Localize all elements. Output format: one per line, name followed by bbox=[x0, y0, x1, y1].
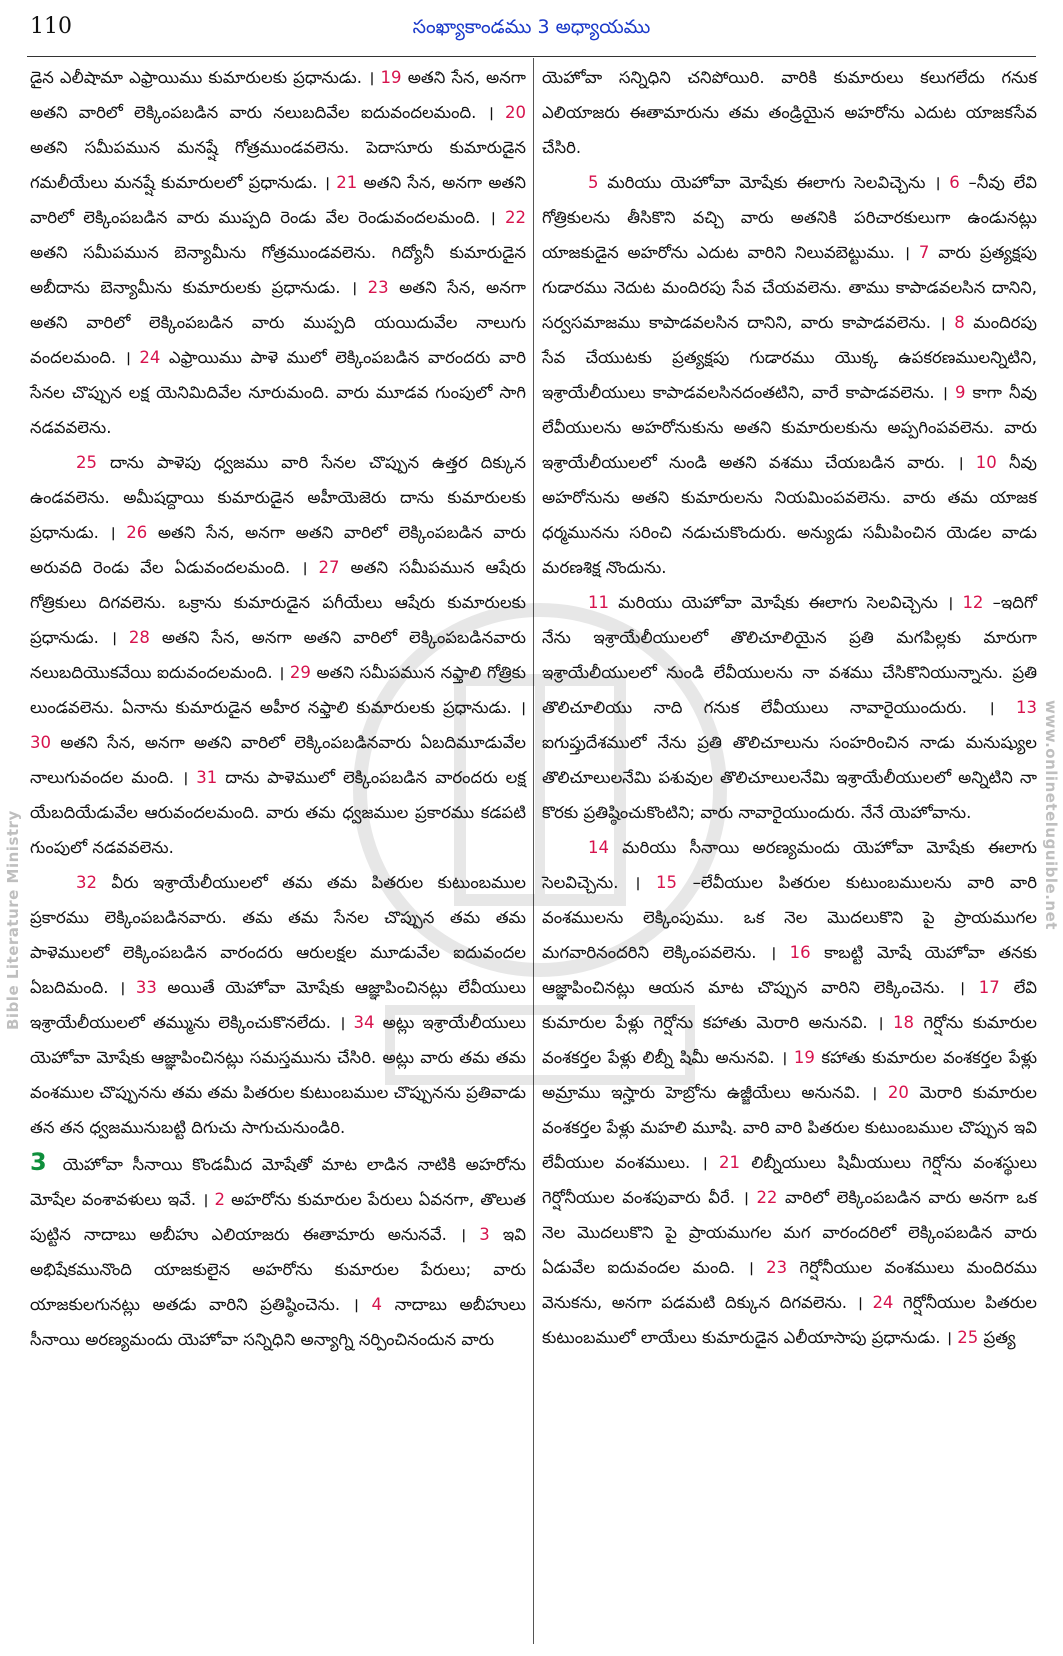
verse-number: 19 bbox=[380, 68, 402, 87]
paragraph bbox=[542, 830, 1037, 1355]
verse-number: 18 bbox=[892, 1013, 914, 1032]
verse-text: లేవి కుమారుల పేళ్లు గెర్షోను కహాతు మెరారి అనునవి. । bbox=[542, 978, 1037, 1032]
verse-number: 23 bbox=[367, 278, 389, 297]
verse-text: గెర్షోనీయుల వంశములు మందిరము వెనుకను, అనగా పడమటి దిక్కున దిగవలెను. । bbox=[542, 1258, 1037, 1312]
verse-text: –లేవీయుల పితరుల కుటుంబములను వారి వారి వంశములను లెక్కింపుము. ఒక నెల మొదలుకొని పై ప్రాయముగల మగవారినందరిని లెక్కింపవలెను. । bbox=[542, 873, 1037, 962]
verse-number: 2 bbox=[214, 1190, 225, 1209]
verse-text: ఎఫ్రాయిము పాళె ములో లెక్కింపబడిన వారందరు వారి సేనల చొప్పున లక్ష యెనిమిదివేల నూరుమంది. వారు మూడవ గుంపులో సాగి నడవవలెను. bbox=[30, 348, 526, 437]
verse-text: డైన ఎలీషామా ఎఫ్రాయిము కుమారులకు ప్రధానుడు. । bbox=[30, 68, 381, 87]
verse-text: దాను పాళెపు ధ్వజము వారి సేనల చొప్పున ఉత్తర దిక్కున ఉండవలెను. అమీషద్దాయి కుమారుడైన అహీయెజెరు దాను కుమారులకు ప్రధానుడు. । bbox=[30, 453, 526, 542]
verse-text: అతని సేన, అనగా అతని వారిలో లెక్కింపబడిన వారు అరువది రెండు వేల ఏడువందలమంది. । bbox=[30, 523, 526, 577]
right-column bbox=[542, 60, 1037, 1355]
verse-text: –ఇదిగో నేను ఇశ్రాయేలీయులలో తొలిచూలియైన ప్రతి మగపిల్లకు మారుగా ఇశ్రాయేలీయులలో నుండి లేవీయులను నా వశము చేసికొనియున్నాను. ప్రతి తొలిచూలియు నాది గనుక లేవీయులు నావారైయుందురు. । bbox=[542, 593, 1037, 717]
verse-number: 14 bbox=[588, 838, 609, 857]
verse-number: 17 bbox=[978, 978, 1000, 997]
verse-number: 4 bbox=[371, 1295, 382, 1314]
paragraph bbox=[30, 865, 526, 1145]
verse-number: 19 bbox=[793, 1048, 815, 1067]
verse-text: అతని సేన, అనగా అతని వారిలో లెక్కింపబడినవారు నలుబదియొకవేయి ఐదువందలమంది. । bbox=[30, 628, 526, 682]
verse-text: గెర్షోను కుమారుల వంశకర్తల పేళ్లు లిబ్నీ షిమీ అనునవి. । bbox=[542, 1013, 1037, 1067]
verse-text: అహరోను కుమారుల పేరులు ఏవనగా, తొలుత పుట్టిన నాదాబు అబీహు ఎలియాజరు ఈతామారు అనునవే. । bbox=[30, 1190, 526, 1244]
verse-number: 5 bbox=[588, 173, 599, 192]
verse-number: 28 bbox=[128, 628, 150, 647]
verse-text: గెర్షోనీయుల పితరుల కుటుంబములో లాయేలు కుమారుడైన ఎలీయాసాపు ప్రధానుడు. । bbox=[542, 1293, 1037, 1347]
chapter-number: 3 bbox=[30, 1148, 47, 1176]
verse-number: 25 bbox=[76, 453, 97, 472]
verse-number: 24 bbox=[872, 1293, 894, 1312]
verse-number: 22 bbox=[505, 208, 526, 227]
verse-number: 23 bbox=[766, 1258, 788, 1277]
verse-text: అట్లు ఇశ్రాయేలీయులు యెహోవా మోషేకు ఆజ్ఞాపించినట్లు సమస్తమును చేసిరి. అట్లు వారు తమ తమ వంశముల చొప్పునను తమ తమ పితరుల కుటుంబముల చొప్పునను ప్రతివాడు తన తన ధ్వజమునుబట్టి దిగుచు సాగుచునుండిరి. bbox=[30, 1013, 526, 1137]
header-rule bbox=[27, 56, 1036, 57]
verse-text: ప్రత్య bbox=[978, 1328, 1016, 1347]
verse-number: 15 bbox=[656, 873, 677, 892]
verse-number: 26 bbox=[126, 523, 148, 542]
verse-number: 32 bbox=[76, 873, 97, 892]
paragraph bbox=[30, 445, 526, 865]
verse-number: 24 bbox=[139, 348, 161, 367]
verse-number: 25 bbox=[957, 1328, 979, 1347]
verse-text: వీరు ఇశ్రాయేలీయులలో తమ తమ పితరుల కుటుంబముల ప్రకారము లెక్కింపబడినవారు. తమ తమ సేనల చొప్పున తమ తమ పాళెములలో లెక్కింపబడిన వారందరు ఆరులక్షల మూడువేల ఐదువందల ఏబదిమంది. । bbox=[30, 873, 526, 997]
verse-text: అతని సేన, అనగా అతని వారిలో లెక్కింపబడినవారు ఏబదిమూడువేల నాలుగువందల మంది. । bbox=[30, 733, 526, 787]
side-text-right: www.onlineteluguible.net bbox=[1042, 700, 1060, 930]
side-text-left: Bible Literature Ministry bbox=[4, 810, 22, 1030]
verse-number: 6 bbox=[949, 173, 960, 192]
verse-text: అతని సేన, అనగా అతని వారిలో లెక్కింపబడిన వారు ముప్పది యయిదువేల నాలుగు వందలమంది. । bbox=[30, 278, 526, 367]
verse-number: 8 bbox=[954, 313, 965, 332]
verse-text: యెహోవా సన్నిధిని చనిపోయిరి. వారికి కుమారులు కలుగలేదు గనుక ఎలియాజరు ఈతామారును తమ తండ్రియైన అహరోను ఎదుట యాజకసేవ చేసిరి. bbox=[542, 68, 1037, 157]
verse-text: అయితే యెహోవా మోషేకు ఆజ్ఞాపించినట్లు లేవీయులు ఇశ్రాయేలీయులలో తమ్మును లెక్కించుకొనలేదు. । bbox=[30, 978, 526, 1032]
verse-text: అతని సేన, అనగా అతని వారిలో లెక్కింపబడిన వారు ముప్పది రెండు వేల రెండువందలమంది. । bbox=[30, 173, 526, 227]
verse-text: కహాతు కుమారుల వంశకర్తల పేళ్లు అమ్రాము ఇస్హారు హెబ్రోను ఉజ్జీయేలు అనునవి. । bbox=[542, 1048, 1037, 1102]
verse-number: 3 bbox=[479, 1225, 490, 1244]
paragraph bbox=[30, 60, 526, 445]
verse-number: 21 bbox=[719, 1153, 741, 1172]
verse-text: అతని సమీపమున ఆషేరు గోత్రికులు దిగవలెను. ఒక్రాను కుమారుడైన పగీయేలు ఆషేరు కుమారులకు ప్రధానుడు. । bbox=[30, 558, 526, 647]
verse-text: వారు ప్రత్యక్షపు గుడారము నెదుట మందిరపు సేవ చేయవలెను. తాము కాపాడవలసిన దానిని, సర్వసమాజము కాపాడవలసిన దానిని, వారు కాపాడవలెను. । bbox=[542, 243, 1037, 332]
paragraph bbox=[542, 60, 1037, 165]
left-column bbox=[30, 60, 526, 1357]
verse-text: అతని సమీపమున నఫ్తాలి గోత్రికు లుండవలెను. ఏనాను కుమారుడైన అహీర నఫ్తాలి కుమారులకు ప్రధానుడు. । bbox=[30, 663, 526, 717]
verse-text: మరియు యెహోవా మోషేకు ఈలాగు సెలవిచ్చెను । bbox=[609, 593, 963, 612]
verse-text: మెరారి కుమారుల వంశకర్తల పేళ్లు మహలి మూషి. వారి వారి పితరుల కుటుంబముల చొప్పున ఇవి లేవీయుల వంశములు. । bbox=[542, 1083, 1037, 1172]
paragraph bbox=[542, 585, 1037, 830]
page-number: 110 bbox=[30, 14, 72, 39]
verse-text: –నీవు లేవి గోత్రికులను తీసికొని వచ్చి వారు అతనికి పరిచారకులుగా ఉండునట్లు యాజకుడైన అహరోను ఎదుట వారిని నిలువబెట్టుము. । bbox=[542, 173, 1037, 262]
verse-number: 33 bbox=[135, 978, 157, 997]
verse-number: 9 bbox=[954, 383, 966, 402]
verse-number: 13 bbox=[1016, 698, 1037, 717]
verse-number: 12 bbox=[962, 593, 984, 612]
verse-number: 30 bbox=[30, 733, 51, 752]
verse-text: యెహోవా సీనాయి కొండమీద మోషేతో మాట లాడిన నాటికి అహరోను మోషేల వంశావళులు ఇవే. । bbox=[30, 1155, 526, 1209]
verse-text: నాదాబు అబీహులు సీనాయి అరణ్యమందు యెహోవా సన్నిధిని అన్యాగ్ని నర్పించినందున వారు bbox=[30, 1295, 527, 1349]
verse-number: 16 bbox=[789, 943, 811, 962]
verse-text: వారిలో లెక్కింపబడిన వారు అనగా ఒక నెల మొదలుకొని పై ప్రాయముగల మగ వారందరిలో లెక్కింపబడిన వారు ఏడువేల ఐదువందల మంది. । bbox=[542, 1188, 1037, 1277]
verse-number: 27 bbox=[318, 558, 340, 577]
verse-text: కాబట్టి మోషే యెహోవా తనకు ఆజ్ఞాపించినట్లు ఆయన మాట చొప్పున వారిని లెక్కించెను. । bbox=[542, 943, 1037, 997]
verse-number: 11 bbox=[588, 593, 609, 612]
paragraph bbox=[30, 1145, 526, 1357]
verse-text: దాను పాళెములో లెక్కింపబడిన వారందరు లక్ష యేబదియేడువేల ఆరువందలమంది. వారు తమ ధ్వజముల ప్రకారము కడపటి గుంపులో నడవవలెను. bbox=[30, 768, 526, 857]
verse-text: నీవు అహరోనును అతని కుమారులను నియమింపవలెను. వారు తమ యాజక ధర్మమునను సరించి నడుచుకొందురు. అన్యుడు సమీపించిన యెడల వాడు మరణశిక్ష నొందును. bbox=[542, 453, 1037, 577]
paragraph bbox=[542, 165, 1037, 585]
verse-text: అతని సమీపమున బెన్యామీను గోత్రముండవలెను. గిద్యోనీ కుమారుడైన అబీదాను బెన్యామీను కుమారులకు ప్రధానుడు. । bbox=[30, 243, 526, 297]
verse-number: 10 bbox=[975, 453, 997, 472]
verse-number: 7 bbox=[918, 243, 930, 262]
running-head: సంఖ్యాకాండము 3 అధ్యాయము bbox=[412, 16, 651, 38]
verse-text: ఐగుప్తుదేశములో నేను ప్రతి తొలిచూలును సంహరించిన నాడు మనుష్యుల తొలిచూలులనేమి పశువుల తొలిచూలులనేమి ఇశ్రాయేలీయులలో అన్నిటిని నా కొరకు ప్రతిష్ఠించుకొంటిని; వారు నావారైయుందురు. నేనే యెహోవాను. bbox=[542, 733, 1037, 822]
verse-text: లిబ్నీయులు షిమీయులు గెర్షోను వంశస్థులు గెర్షోనీయుల వంశపువారు వీరే. । bbox=[542, 1153, 1037, 1207]
verse-text: ఇవి అభిషేకమునొంది యాజకులైన అహరోను కుమారుల పేరులు; వారు యాజకులగునట్లు అతడు వారిని ప్రతిష్ఠించెను. । bbox=[30, 1225, 526, 1314]
verse-number: 34 bbox=[353, 1013, 375, 1032]
verse-text: కాగా నీవు లేవీయులను అహరోనుకును అతని కుమారులకును అప్పగింపవలెను. వారు ఇశ్రాయేలీయులలో నుండి అతని వశము చేయబడిన వారు. । bbox=[542, 383, 1037, 472]
verse-text: మరియు యెహోవా మోషేకు ఈలాగు సెలవిచ్చెను । bbox=[598, 173, 950, 192]
verse-number: 29 bbox=[289, 663, 311, 682]
verse-number: 20 bbox=[505, 103, 526, 122]
verse-text: మరియు సీనాయి అరణ్యమందు యెహోవా మోషేకు ఈలాగు సెలవిచ్చెను. । bbox=[542, 838, 1037, 892]
verse-number: 21 bbox=[336, 173, 358, 192]
verse-number: 31 bbox=[196, 768, 218, 787]
verse-text: అతని సేన, అనగా అతని వారిలో లెక్కింపబడిన వారు నలుబదివేల ఐదువందలమంది. । bbox=[30, 68, 526, 122]
verse-number: 22 bbox=[756, 1188, 778, 1207]
verse-number: 20 bbox=[887, 1083, 909, 1102]
verse-text: మందిరపు సేవ చేయుటకు ప్రత్యక్షపు గుడారము యొక్క ఉపకరణములన్నిటిని, ఇశ్రాయేలీయులు కాపాడవలసినదంతటిని, వారే కాపాడవలెను. । bbox=[542, 313, 1038, 402]
verse-text: అతని సమీపమున మనష్షే గోత్రముండవలెను. పెదాసూరు కుమారుడైన గమలీయేలు మనష్షే కుమారులలో ప్రధానుడు. । bbox=[30, 138, 526, 192]
